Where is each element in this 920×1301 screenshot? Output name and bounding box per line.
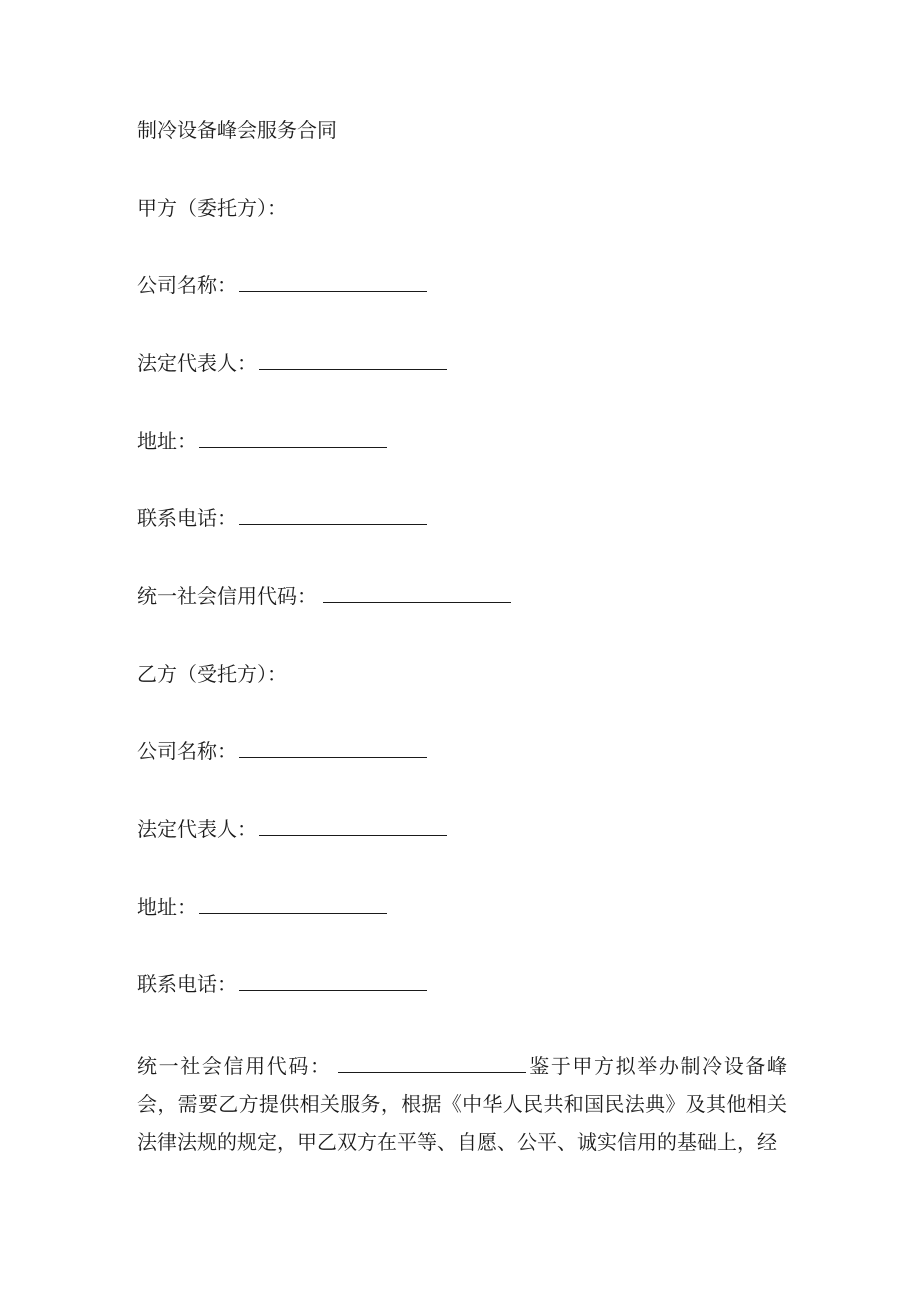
- party-b-legal-rep-blank[interactable]: [259, 815, 447, 836]
- party-a-legal-rep-blank[interactable]: [259, 349, 447, 370]
- party-b-address-blank[interactable]: [199, 893, 387, 914]
- party-a-company-name-blank[interactable]: [239, 271, 427, 292]
- party-a-address-blank[interactable]: [199, 427, 387, 448]
- party-a-legal-rep-label: 法定代表人：: [137, 351, 257, 375]
- party-a-credit-code-row: [137, 582, 511, 610]
- party-b-phone-row: [137, 970, 427, 998]
- preamble-text: 鉴于甲方拟举办制冷设备峰会，需要乙方提供相关服务，根据《中华人民共和国民法典》及其他相关法律法规的规定，甲乙双方在平等、自愿、公平、诚实信用的基础上，经: [137, 1054, 788, 1154]
- party-a-phone-blank[interactable]: [239, 504, 427, 525]
- party-a-heading: 甲方（委托方）：: [137, 196, 287, 220]
- document-title: 制冷设备峰会服务合同: [137, 118, 337, 142]
- party-a-credit-code-blank[interactable]: [323, 582, 511, 603]
- party-b-phone-label: 联系电话：: [137, 972, 237, 996]
- party-b-company-name-label: 公司名称：: [137, 739, 237, 763]
- party-a-legal-rep-row: [137, 349, 447, 377]
- party-b-legal-rep-label: 法定代表人：: [137, 817, 257, 841]
- party-b-credit-code-blank[interactable]: [338, 1052, 526, 1073]
- party-b-phone-blank[interactable]: [239, 970, 427, 991]
- party-a-phone-label: 联系电话：: [137, 506, 237, 530]
- party-a-company-name-label: 公司名称：: [137, 273, 237, 297]
- party-b-credit-code-label: 统一社会信用代码：: [137, 1054, 332, 1078]
- party-b-legal-rep-row: [137, 815, 447, 843]
- party-b-address-label: 地址：: [137, 895, 197, 919]
- party-a-address-row: [137, 427, 387, 455]
- party-b-address-row: [137, 893, 387, 921]
- party-a-credit-code-label: 统一社会信用代码：: [137, 584, 317, 608]
- party-a-address-label: 地址：: [137, 429, 197, 453]
- party-a-phone-row: [137, 504, 427, 532]
- party-b-credit-code-and-preamble: [137, 1047, 787, 1161]
- party-b-heading: 乙方（受托方）：: [137, 662, 287, 686]
- party-a-company-name-row: [137, 271, 427, 299]
- party-b-company-name-blank[interactable]: [239, 737, 427, 758]
- party-b-company-name-row: [137, 737, 427, 765]
